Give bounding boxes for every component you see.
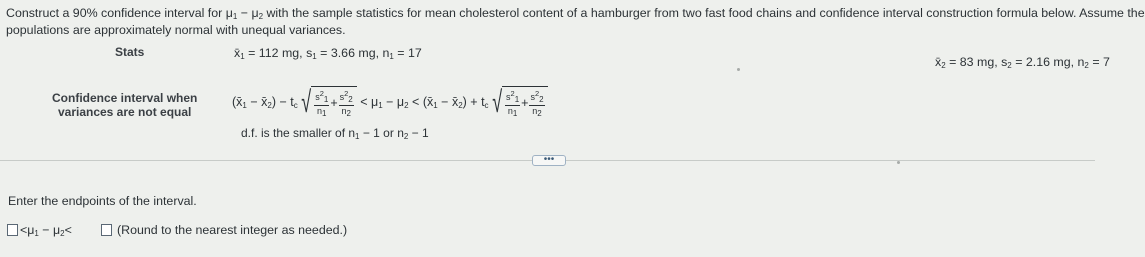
df-note: d.f. is the smaller of $n_1 - 1$ or $n_2 - 1$ bbox=[241, 126, 429, 141]
answer-prompt: Enter the endpoints of the interval. bbox=[8, 194, 197, 208]
question-line-1: Construct a 90% confidence interval for $\mu_1 - \mu_2$ with the sample statistics for mean cholesterol content of a hamburger from two fast food chains and confidence interval construction formula below. Assume the bbox=[6, 6, 1145, 21]
more-options-button[interactable]: ••• bbox=[532, 155, 566, 166]
ci-formula: ($x̄_1$ − $x̄_2) - t_c$ √ $\frac{s^21}{n1}$ + $\frac{s^22}{n2}$ < $\mu_1 - \mu_2$ < ($x̄_1$ − $x̄_2) + t_c$ √ $\frac{s^21}{n1}$ + $\frac{s^22}{n2}$ bbox=[232, 86, 548, 119]
upper-endpoint-input[interactable] bbox=[101, 224, 112, 236]
sample-2-stats: $x̄_2 = 83$ mg, $s_2 = 2.16$ mg, $n_2 = 7$ bbox=[935, 55, 1110, 70]
ci-label: Confidence interval when variances are not equal bbox=[52, 91, 198, 119]
lower-endpoint-input[interactable] bbox=[7, 224, 18, 236]
decorative-dot bbox=[737, 68, 740, 71]
question-line-2: populations are approximately normal with unequal variances. bbox=[6, 23, 346, 37]
sample-1-stats: $x̄_1 = 112$ mg, $s_1 = 3.66$ mg, $n_1 = 17$ bbox=[234, 46, 422, 61]
stats-label: Stats bbox=[115, 45, 145, 59]
rounding-note: (Round to the nearest integer as needed.) bbox=[117, 223, 348, 237]
decorative-dot-2 bbox=[897, 161, 900, 164]
answer-inequality: $<\mu_1 - \mu_2<$ bbox=[20, 223, 72, 238]
